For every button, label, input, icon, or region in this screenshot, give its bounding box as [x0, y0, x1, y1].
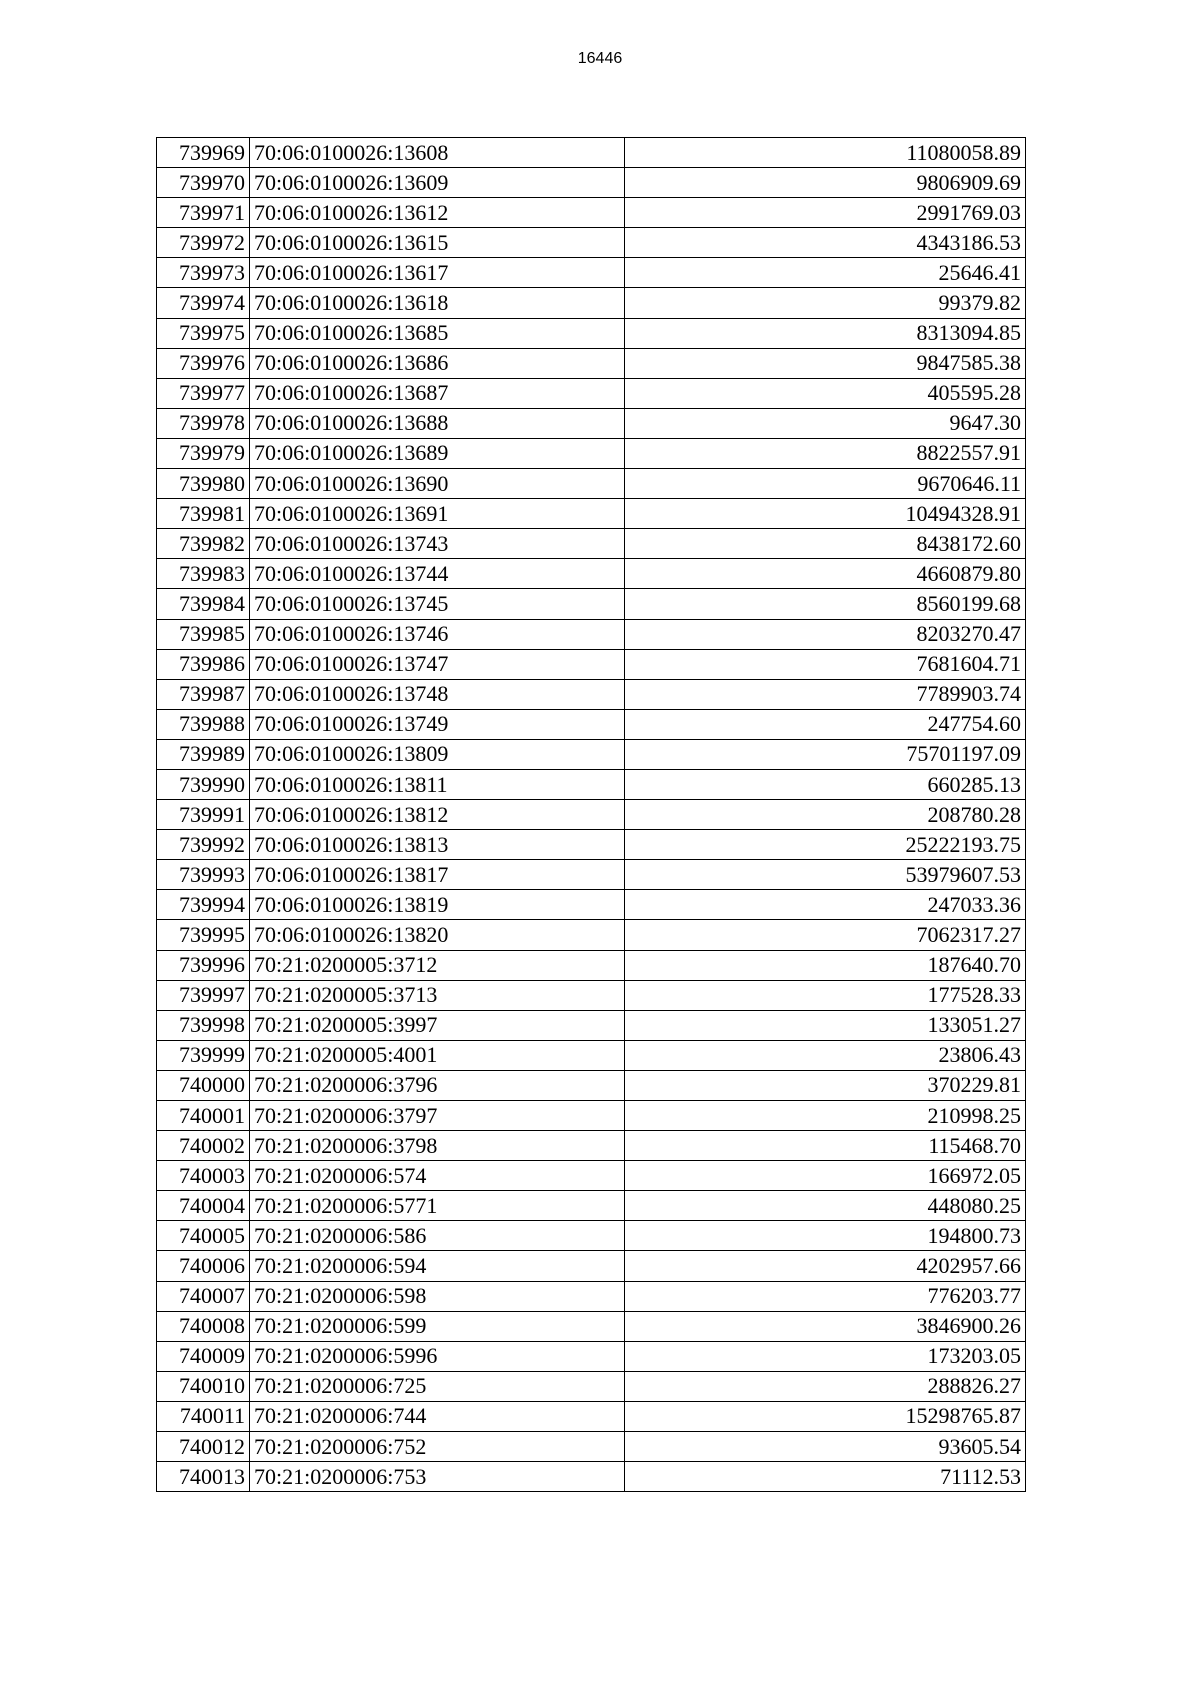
cadastral-number-cell: 70:06:0100026:13745 — [250, 589, 625, 619]
cadastral-value-cell: 7681604.71 — [625, 649, 1026, 679]
row-number-cell: 740002 — [157, 1131, 250, 1161]
row-number-cell: 739986 — [157, 649, 250, 679]
table-row — [157, 348, 1026, 378]
table-row — [157, 1161, 1026, 1191]
table-row — [157, 1221, 1026, 1251]
row-number-cell: 740000 — [157, 1070, 250, 1100]
table-row — [157, 980, 1026, 1010]
cadastral-value-cell: 7062317.27 — [625, 920, 1026, 950]
row-number-cell: 740005 — [157, 1221, 250, 1251]
cadastral-value-cell: 93605.54 — [625, 1432, 1026, 1462]
cadastral-value-cell: 9806909.69 — [625, 168, 1026, 198]
cadastral-value-cell: 4660879.80 — [625, 559, 1026, 589]
cadastral-value-cell: 448080.25 — [625, 1191, 1026, 1221]
cadastral-value-cell: 10494328.91 — [625, 499, 1026, 529]
cadastral-value-cell: 166972.05 — [625, 1161, 1026, 1191]
table-row — [157, 709, 1026, 739]
row-number-cell: 739972 — [157, 228, 250, 258]
row-number-cell: 739982 — [157, 529, 250, 559]
table-row — [157, 1341, 1026, 1371]
cadastral-number-cell: 70:06:0100026:13615 — [250, 228, 625, 258]
row-number-cell: 739985 — [157, 619, 250, 649]
cadastral-value-cell: 247754.60 — [625, 709, 1026, 739]
row-number-cell: 739976 — [157, 348, 250, 378]
table-body — [157, 138, 1026, 1492]
row-number-cell: 739999 — [157, 1040, 250, 1070]
cadastral-value-cell: 9847585.38 — [625, 348, 1026, 378]
cadastral-number-cell: 70:21:0200006:3796 — [250, 1070, 625, 1100]
table-row — [157, 800, 1026, 830]
row-number-cell: 739980 — [157, 469, 250, 499]
table-row — [157, 890, 1026, 920]
cadastral-value-cell: 370229.81 — [625, 1070, 1026, 1100]
cadastral-number-cell: 70:06:0100026:13817 — [250, 860, 625, 890]
cadastral-number-cell: 70:06:0100026:13690 — [250, 469, 625, 499]
cadastral-number-cell: 70:21:0200006:753 — [250, 1462, 625, 1492]
row-number-cell: 739996 — [157, 950, 250, 980]
table-row — [157, 950, 1026, 980]
cadastral-number-cell: 70:21:0200006:574 — [250, 1161, 625, 1191]
cadastral-value-cell: 194800.73 — [625, 1221, 1026, 1251]
cadastral-number-cell: 70:21:0200005:4001 — [250, 1040, 625, 1070]
table-row — [157, 1070, 1026, 1100]
cadastral-value-table — [156, 137, 1026, 1492]
row-number-cell: 740007 — [157, 1281, 250, 1311]
cadastral-number-cell: 70:21:0200006:598 — [250, 1281, 625, 1311]
cadastral-number-cell: 70:06:0100026:13809 — [250, 739, 625, 769]
row-number-cell: 740009 — [157, 1341, 250, 1371]
cadastral-number-cell: 70:21:0200006:5771 — [250, 1191, 625, 1221]
cadastral-value-cell: 9670646.11 — [625, 469, 1026, 499]
table-row — [157, 559, 1026, 589]
table-row — [157, 619, 1026, 649]
cadastral-value-cell: 23806.43 — [625, 1040, 1026, 1070]
cadastral-value-cell: 210998.25 — [625, 1101, 1026, 1131]
row-number-cell: 739973 — [157, 258, 250, 288]
cadastral-value-cell: 7789903.74 — [625, 679, 1026, 709]
table-row — [157, 1281, 1026, 1311]
cadastral-number-cell: 70:06:0100026:13743 — [250, 529, 625, 559]
table-row — [157, 228, 1026, 258]
row-number-cell: 739989 — [157, 739, 250, 769]
table-row — [157, 288, 1026, 318]
cadastral-value-cell: 53979607.53 — [625, 860, 1026, 890]
row-number-cell: 740003 — [157, 1161, 250, 1191]
table-row — [157, 1040, 1026, 1070]
row-number-cell: 739983 — [157, 559, 250, 589]
row-number-cell: 739993 — [157, 860, 250, 890]
row-number-cell: 740011 — [157, 1401, 250, 1431]
row-number-cell: 739977 — [157, 378, 250, 408]
table-row — [157, 1371, 1026, 1401]
cadastral-number-cell: 70:06:0100026:13744 — [250, 559, 625, 589]
row-number-cell: 739974 — [157, 288, 250, 318]
row-number-cell: 739969 — [157, 138, 250, 168]
cadastral-value-cell: 71112.53 — [625, 1462, 1026, 1492]
table-row — [157, 1432, 1026, 1462]
table-row — [157, 1462, 1026, 1492]
row-number-cell: 739984 — [157, 589, 250, 619]
cadastral-value-cell: 133051.27 — [625, 1010, 1026, 1040]
table-row — [157, 499, 1026, 529]
cadastral-value-cell: 405595.28 — [625, 378, 1026, 408]
cadastral-value-cell: 115468.70 — [625, 1131, 1026, 1161]
cadastral-number-cell: 70:06:0100026:13618 — [250, 288, 625, 318]
cadastral-number-cell: 70:21:0200006:586 — [250, 1221, 625, 1251]
row-number-cell: 739971 — [157, 198, 250, 228]
row-number-cell: 740010 — [157, 1371, 250, 1401]
cadastral-value-cell: 177528.33 — [625, 980, 1026, 1010]
table-row — [157, 469, 1026, 499]
cadastral-value-cell: 11080058.89 — [625, 138, 1026, 168]
row-number-cell: 740012 — [157, 1432, 250, 1462]
cadastral-number-cell: 70:21:0200005:3713 — [250, 980, 625, 1010]
cadastral-number-cell: 70:21:0200006:3798 — [250, 1131, 625, 1161]
cadastral-number-cell: 70:06:0100026:13685 — [250, 318, 625, 348]
row-number-cell: 739995 — [157, 920, 250, 950]
table-row — [157, 438, 1026, 468]
row-number-cell: 739992 — [157, 830, 250, 860]
table-row — [157, 378, 1026, 408]
cadastral-value-cell: 247033.36 — [625, 890, 1026, 920]
cadastral-value-cell: 4343186.53 — [625, 228, 1026, 258]
row-number-cell: 739997 — [157, 980, 250, 1010]
row-number-cell: 739998 — [157, 1010, 250, 1040]
row-number-cell: 740001 — [157, 1101, 250, 1131]
cadastral-number-cell: 70:21:0200006:725 — [250, 1371, 625, 1401]
cadastral-number-cell: 70:21:0200005:3997 — [250, 1010, 625, 1040]
table-row — [157, 679, 1026, 709]
cadastral-number-cell: 70:06:0100026:13617 — [250, 258, 625, 288]
cadastral-number-cell: 70:06:0100026:13812 — [250, 800, 625, 830]
cadastral-value-cell: 4202957.66 — [625, 1251, 1026, 1281]
cadastral-value-cell: 8313094.85 — [625, 318, 1026, 348]
cadastral-value-cell: 187640.70 — [625, 950, 1026, 980]
cadastral-value-cell: 15298765.87 — [625, 1401, 1026, 1431]
table-row — [157, 1191, 1026, 1221]
table-row — [157, 1010, 1026, 1040]
cadastral-number-cell: 70:06:0100026:13811 — [250, 769, 625, 799]
cadastral-number-cell: 70:21:0200005:3712 — [250, 950, 625, 980]
cadastral-number-cell: 70:06:0100026:13687 — [250, 378, 625, 408]
table-row — [157, 649, 1026, 679]
row-number-cell: 740008 — [157, 1311, 250, 1341]
cadastral-number-cell: 70:21:0200006:5996 — [250, 1341, 625, 1371]
cadastral-number-cell: 70:06:0100026:13820 — [250, 920, 625, 950]
row-number-cell: 739975 — [157, 318, 250, 348]
row-number-cell: 740004 — [157, 1191, 250, 1221]
table-row — [157, 529, 1026, 559]
cadastral-number-cell: 70:06:0100026:13609 — [250, 168, 625, 198]
cadastral-number-cell: 70:06:0100026:13689 — [250, 438, 625, 468]
row-number-cell: 739994 — [157, 890, 250, 920]
table-row — [157, 408, 1026, 438]
table-row — [157, 1131, 1026, 1161]
cadastral-value-cell: 8203270.47 — [625, 619, 1026, 649]
cadastral-value-cell: 2991769.03 — [625, 198, 1026, 228]
table-row — [157, 168, 1026, 198]
table-row — [157, 1251, 1026, 1281]
cadastral-value-cell: 208780.28 — [625, 800, 1026, 830]
cadastral-number-cell: 70:06:0100026:13749 — [250, 709, 625, 739]
cadastral-number-cell: 70:06:0100026:13746 — [250, 619, 625, 649]
cadastral-value-cell: 8822557.91 — [625, 438, 1026, 468]
table-row — [157, 258, 1026, 288]
table-row — [157, 198, 1026, 228]
row-number-cell: 739981 — [157, 499, 250, 529]
table-row — [157, 1311, 1026, 1341]
cadastral-number-cell: 70:06:0100026:13612 — [250, 198, 625, 228]
cadastral-number-cell: 70:21:0200006:752 — [250, 1432, 625, 1462]
cadastral-value-cell: 8560199.68 — [625, 589, 1026, 619]
table-row — [157, 830, 1026, 860]
cadastral-number-cell: 70:06:0100026:13686 — [250, 348, 625, 378]
cadastral-value-cell: 9647.30 — [625, 408, 1026, 438]
cadastral-value-cell: 3846900.26 — [625, 1311, 1026, 1341]
cadastral-value-cell: 288826.27 — [625, 1371, 1026, 1401]
table-row — [157, 1401, 1026, 1431]
cadastral-value-cell: 25646.41 — [625, 258, 1026, 288]
cadastral-number-cell: 70:06:0100026:13819 — [250, 890, 625, 920]
cadastral-value-cell: 25222193.75 — [625, 830, 1026, 860]
cadastral-number-cell: 70:06:0100026:13747 — [250, 649, 625, 679]
table-row — [157, 318, 1026, 348]
cadastral-value-cell: 776203.77 — [625, 1281, 1026, 1311]
cadastral-number-cell: 70:06:0100026:13688 — [250, 408, 625, 438]
table-row — [157, 739, 1026, 769]
row-number-cell: 739979 — [157, 438, 250, 468]
cadastral-value-cell: 75701197.09 — [625, 739, 1026, 769]
row-number-cell: 739991 — [157, 800, 250, 830]
row-number-cell: 740006 — [157, 1251, 250, 1281]
table-row — [157, 138, 1026, 168]
cadastral-value-cell: 8438172.60 — [625, 529, 1026, 559]
table-row — [157, 1101, 1026, 1131]
cadastral-number-cell: 70:06:0100026:13691 — [250, 499, 625, 529]
cadastral-value-cell: 660285.13 — [625, 769, 1026, 799]
row-number-cell: 739990 — [157, 769, 250, 799]
row-number-cell: 739978 — [157, 408, 250, 438]
row-number-cell: 739987 — [157, 679, 250, 709]
cadastral-number-cell: 70:21:0200006:599 — [250, 1311, 625, 1341]
row-number-cell: 739970 — [157, 168, 250, 198]
row-number-cell: 740013 — [157, 1462, 250, 1492]
table-row — [157, 589, 1026, 619]
table-row — [157, 920, 1026, 950]
cadastral-number-cell: 70:21:0200006:744 — [250, 1401, 625, 1431]
table-row — [157, 860, 1026, 890]
page-number: 16446 — [577, 50, 623, 67]
cadastral-number-cell: 70:06:0100026:13608 — [250, 138, 625, 168]
cadastral-value-cell: 173203.05 — [625, 1341, 1026, 1371]
cadastral-number-cell: 70:06:0100026:13813 — [250, 830, 625, 860]
cadastral-value-cell: 99379.82 — [625, 288, 1026, 318]
cadastral-number-cell: 70:21:0200006:594 — [250, 1251, 625, 1281]
cadastral-number-cell: 70:06:0100026:13748 — [250, 679, 625, 709]
row-number-cell: 739988 — [157, 709, 250, 739]
table-row — [157, 769, 1026, 799]
cadastral-number-cell: 70:21:0200006:3797 — [250, 1101, 625, 1131]
